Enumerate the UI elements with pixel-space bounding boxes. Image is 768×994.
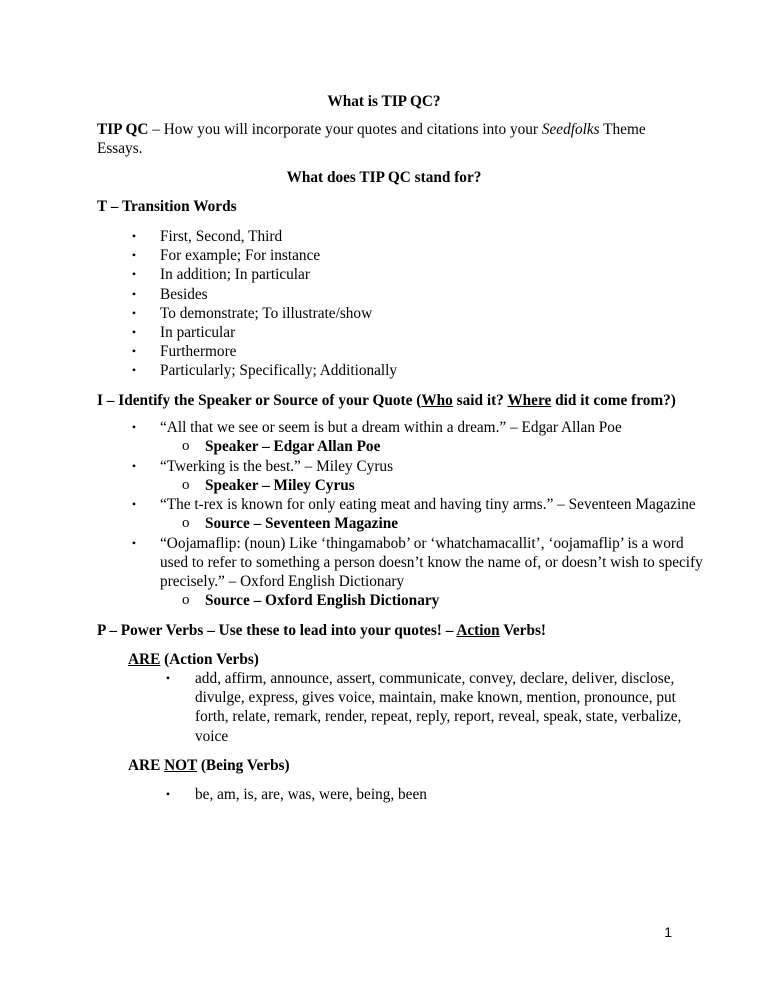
bullet: •	[131, 459, 137, 473]
list-item: Particularly; Specifically; Additionally	[160, 362, 398, 379]
bullet: •	[131, 267, 137, 281]
sub-bullet: o	[182, 592, 190, 608]
being-verbs-line: be, am, is, are, was, were, being, been	[195, 786, 427, 803]
sub-bullet: o	[182, 477, 190, 493]
sub-bullet: o	[182, 438, 190, 454]
list-item: Furthermore	[160, 343, 237, 360]
bullet: •	[131, 536, 137, 550]
page-number: 1	[664, 924, 672, 940]
sub-bullet: o	[182, 515, 190, 531]
list-item: In particular	[160, 324, 236, 341]
bullet: •	[165, 787, 171, 801]
list-item: Besides	[160, 286, 208, 303]
action-verbs-line: divulge, express, gives voice, maintain, make known, mention, pronounce, put	[195, 689, 676, 706]
bullet: •	[165, 671, 171, 685]
are-not-word: ARE	[128, 757, 165, 774]
i-heading-text-3: did it come from?)	[551, 392, 676, 409]
intro-text-end: Theme	[599, 121, 646, 138]
page-title: What is TIP QC?	[327, 93, 441, 110]
intro-text: – How you will incorporate your quotes and citations into your	[148, 121, 542, 138]
intro-line-1	[97, 120, 697, 140]
t-section-heading: T – Transition Words	[97, 198, 237, 215]
are-label-rest: (Action Verbs)	[160, 651, 259, 668]
action-verbs-line: add, affirm, announce, assert, communicate, convey, declare, deliver, disclose,	[195, 670, 675, 687]
action-verbs-line: voice	[195, 728, 229, 745]
p-heading-text-2: Verbs!	[499, 622, 547, 639]
are-word: ARE	[128, 651, 161, 668]
list-item: To demonstrate; To illustrate/show	[160, 305, 373, 322]
quote-text: “The t-rex is known for only eating meat and having tiny arms.” – Seventeen Magazine	[160, 496, 696, 513]
bullet: •	[131, 344, 137, 358]
p-section-heading	[97, 621, 546, 641]
bullet: •	[131, 229, 137, 243]
bullet: •	[131, 325, 137, 339]
quote-label: Source – Oxford English Dictionary	[205, 592, 440, 609]
i-heading-text-2: said it?	[452, 392, 508, 409]
quote-text: “Twerking is the best.” – Miley Cyrus	[160, 458, 394, 475]
quote-text-line: precisely.” – Oxford English Dictionary	[160, 573, 405, 590]
quote-label: Speaker – Edgar Allan Poe	[205, 438, 381, 455]
are-label	[128, 650, 259, 670]
not-word: NOT	[164, 757, 197, 774]
bullet: •	[131, 248, 137, 262]
quote-label: Speaker – Miley Cyrus	[205, 477, 355, 494]
quote-text-line: “Oojamaflip: (noun) Like ‘thingamabob’ or ‘whatchamacallit’, ‘oojamaflip’ is a word	[160, 535, 684, 552]
quote-text-line: used to refer to something a person doesn’t know the name of, or doesn’t wish to specify	[160, 554, 703, 571]
bullet: •	[131, 363, 137, 377]
i-heading-text: I – Identify the Speaker or Source of your Quote (	[97, 392, 422, 409]
i-heading-who: Who	[421, 392, 453, 409]
bullet: •	[131, 287, 137, 301]
list-item: In addition; In particular	[160, 266, 310, 283]
p-heading-text: P – Power Verbs – Use these to lead into your quotes! –	[97, 622, 457, 639]
bullet: •	[131, 306, 137, 320]
quote-text: “All that we see or seem is but a dream within a dream.” – Edgar Allan Poe	[160, 419, 622, 436]
list-item: For example; For instance	[160, 247, 321, 264]
bullet: •	[131, 420, 137, 434]
are-not-label-rest: (Being Verbs)	[197, 757, 290, 774]
intro-book-title: Seedfolks	[541, 121, 600, 138]
are-not-label	[128, 756, 290, 776]
p-heading-action: Action	[456, 622, 500, 639]
intro-term: TIP QC	[97, 121, 149, 138]
quote-label: Source – Seventeen Magazine	[205, 515, 399, 532]
i-section-heading	[97, 391, 676, 411]
action-verbs-line: forth, relate, remark, render, repeat, reply, report, reveal, speak, state, verbalize,	[195, 708, 682, 725]
bullet: •	[131, 497, 137, 511]
i-heading-where: Where	[507, 392, 552, 409]
section-subtitle: What does TIP QC stand for?	[286, 169, 482, 186]
intro-line-2: Essays.	[97, 140, 143, 157]
list-item: First, Second, Third	[160, 228, 283, 245]
